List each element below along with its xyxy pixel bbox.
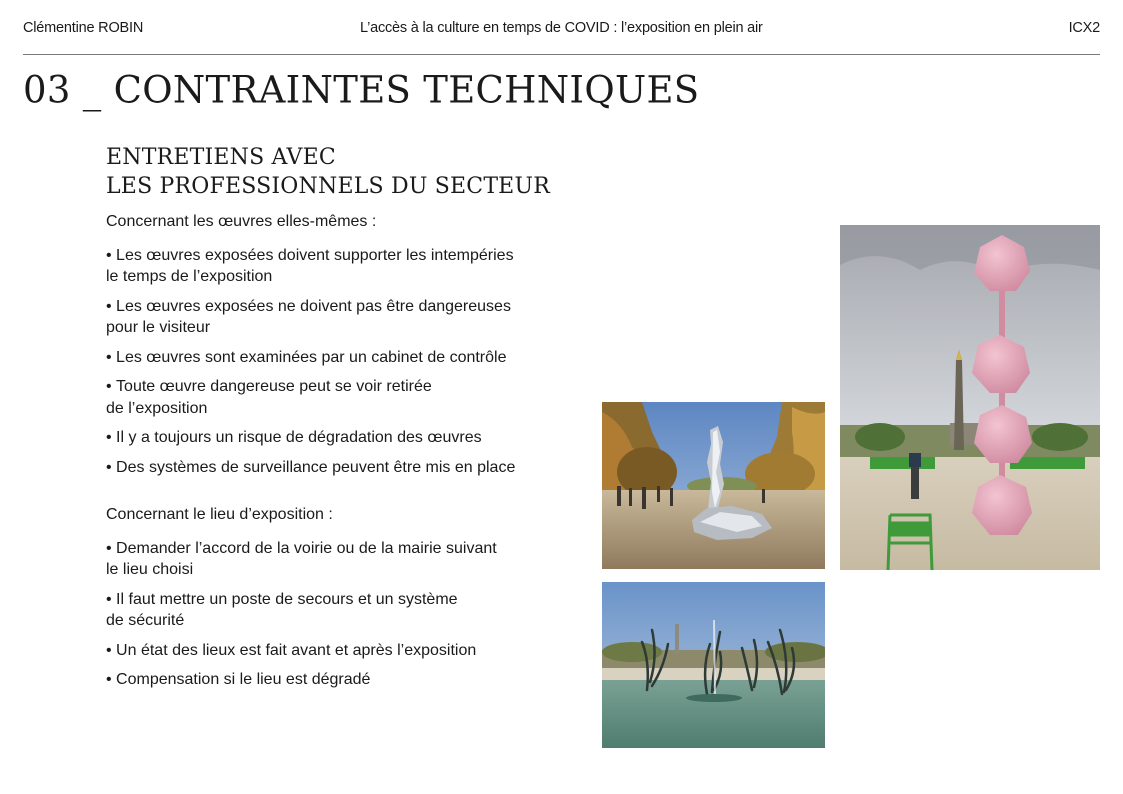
artworks-list <box>106 245 576 479</box>
list-item: • Les œuvres exposées ne doivent pas être dangereuses pour le visiteur <box>106 296 576 339</box>
list-item: • Demander l’accord de la voirie ou de la mairie suivant le lieu choisi <box>106 538 576 581</box>
list-item: • Les œuvres sont examinées par un cabinet de contrôle <box>106 347 576 369</box>
list-item: • Compensation si le lieu est dégradé <box>106 669 576 691</box>
list-item: • Un état des lieux est fait avant et après l’exposition <box>106 640 576 662</box>
list-item: • Toute œuvre dangereuse peut se voir retirée de l’exposition <box>106 376 576 419</box>
list-item: • Les œuvres exposées doivent supporter les intempéries le temps de l’exposition <box>106 245 576 288</box>
header-code: ICX2 <box>1068 20 1100 36</box>
venue-list <box>106 538 576 691</box>
header-author: Clémentine ROBIN <box>23 20 144 36</box>
artworks-constraints <box>106 211 576 486</box>
page-title: 03 _ CONTRAINTES TECHNIQUES <box>23 67 700 112</box>
list-item: • Il faut mettre un poste de secours et un système de sécurité <box>106 589 576 632</box>
list-item: • Il y a toujours un risque de dégradation des œuvres <box>106 427 576 449</box>
subtitle-line-2: LES PROFESSIONNELS DU SECTEUR <box>106 174 550 199</box>
artworks-heading: Concernant les œuvres elles-mêmes : <box>106 213 377 230</box>
photo-fountain-sculptures <box>602 582 825 748</box>
subtitle-line-1: ENTRETIENS AVEC <box>106 145 336 170</box>
header-divider <box>23 54 1100 55</box>
photo-pink-sculpture <box>840 225 1100 570</box>
venue-constraints <box>106 504 576 699</box>
list-item: • Des systèmes de surveillance peuvent être mis en place <box>106 457 576 479</box>
header-subject: L’accès à la culture en temps de COVID : l’exposition en plein air <box>360 20 763 36</box>
photo-metal-sculpture <box>602 402 825 569</box>
venue-heading: Concernant le lieu d’exposition : <box>106 506 333 523</box>
section-subtitle <box>106 143 550 201</box>
